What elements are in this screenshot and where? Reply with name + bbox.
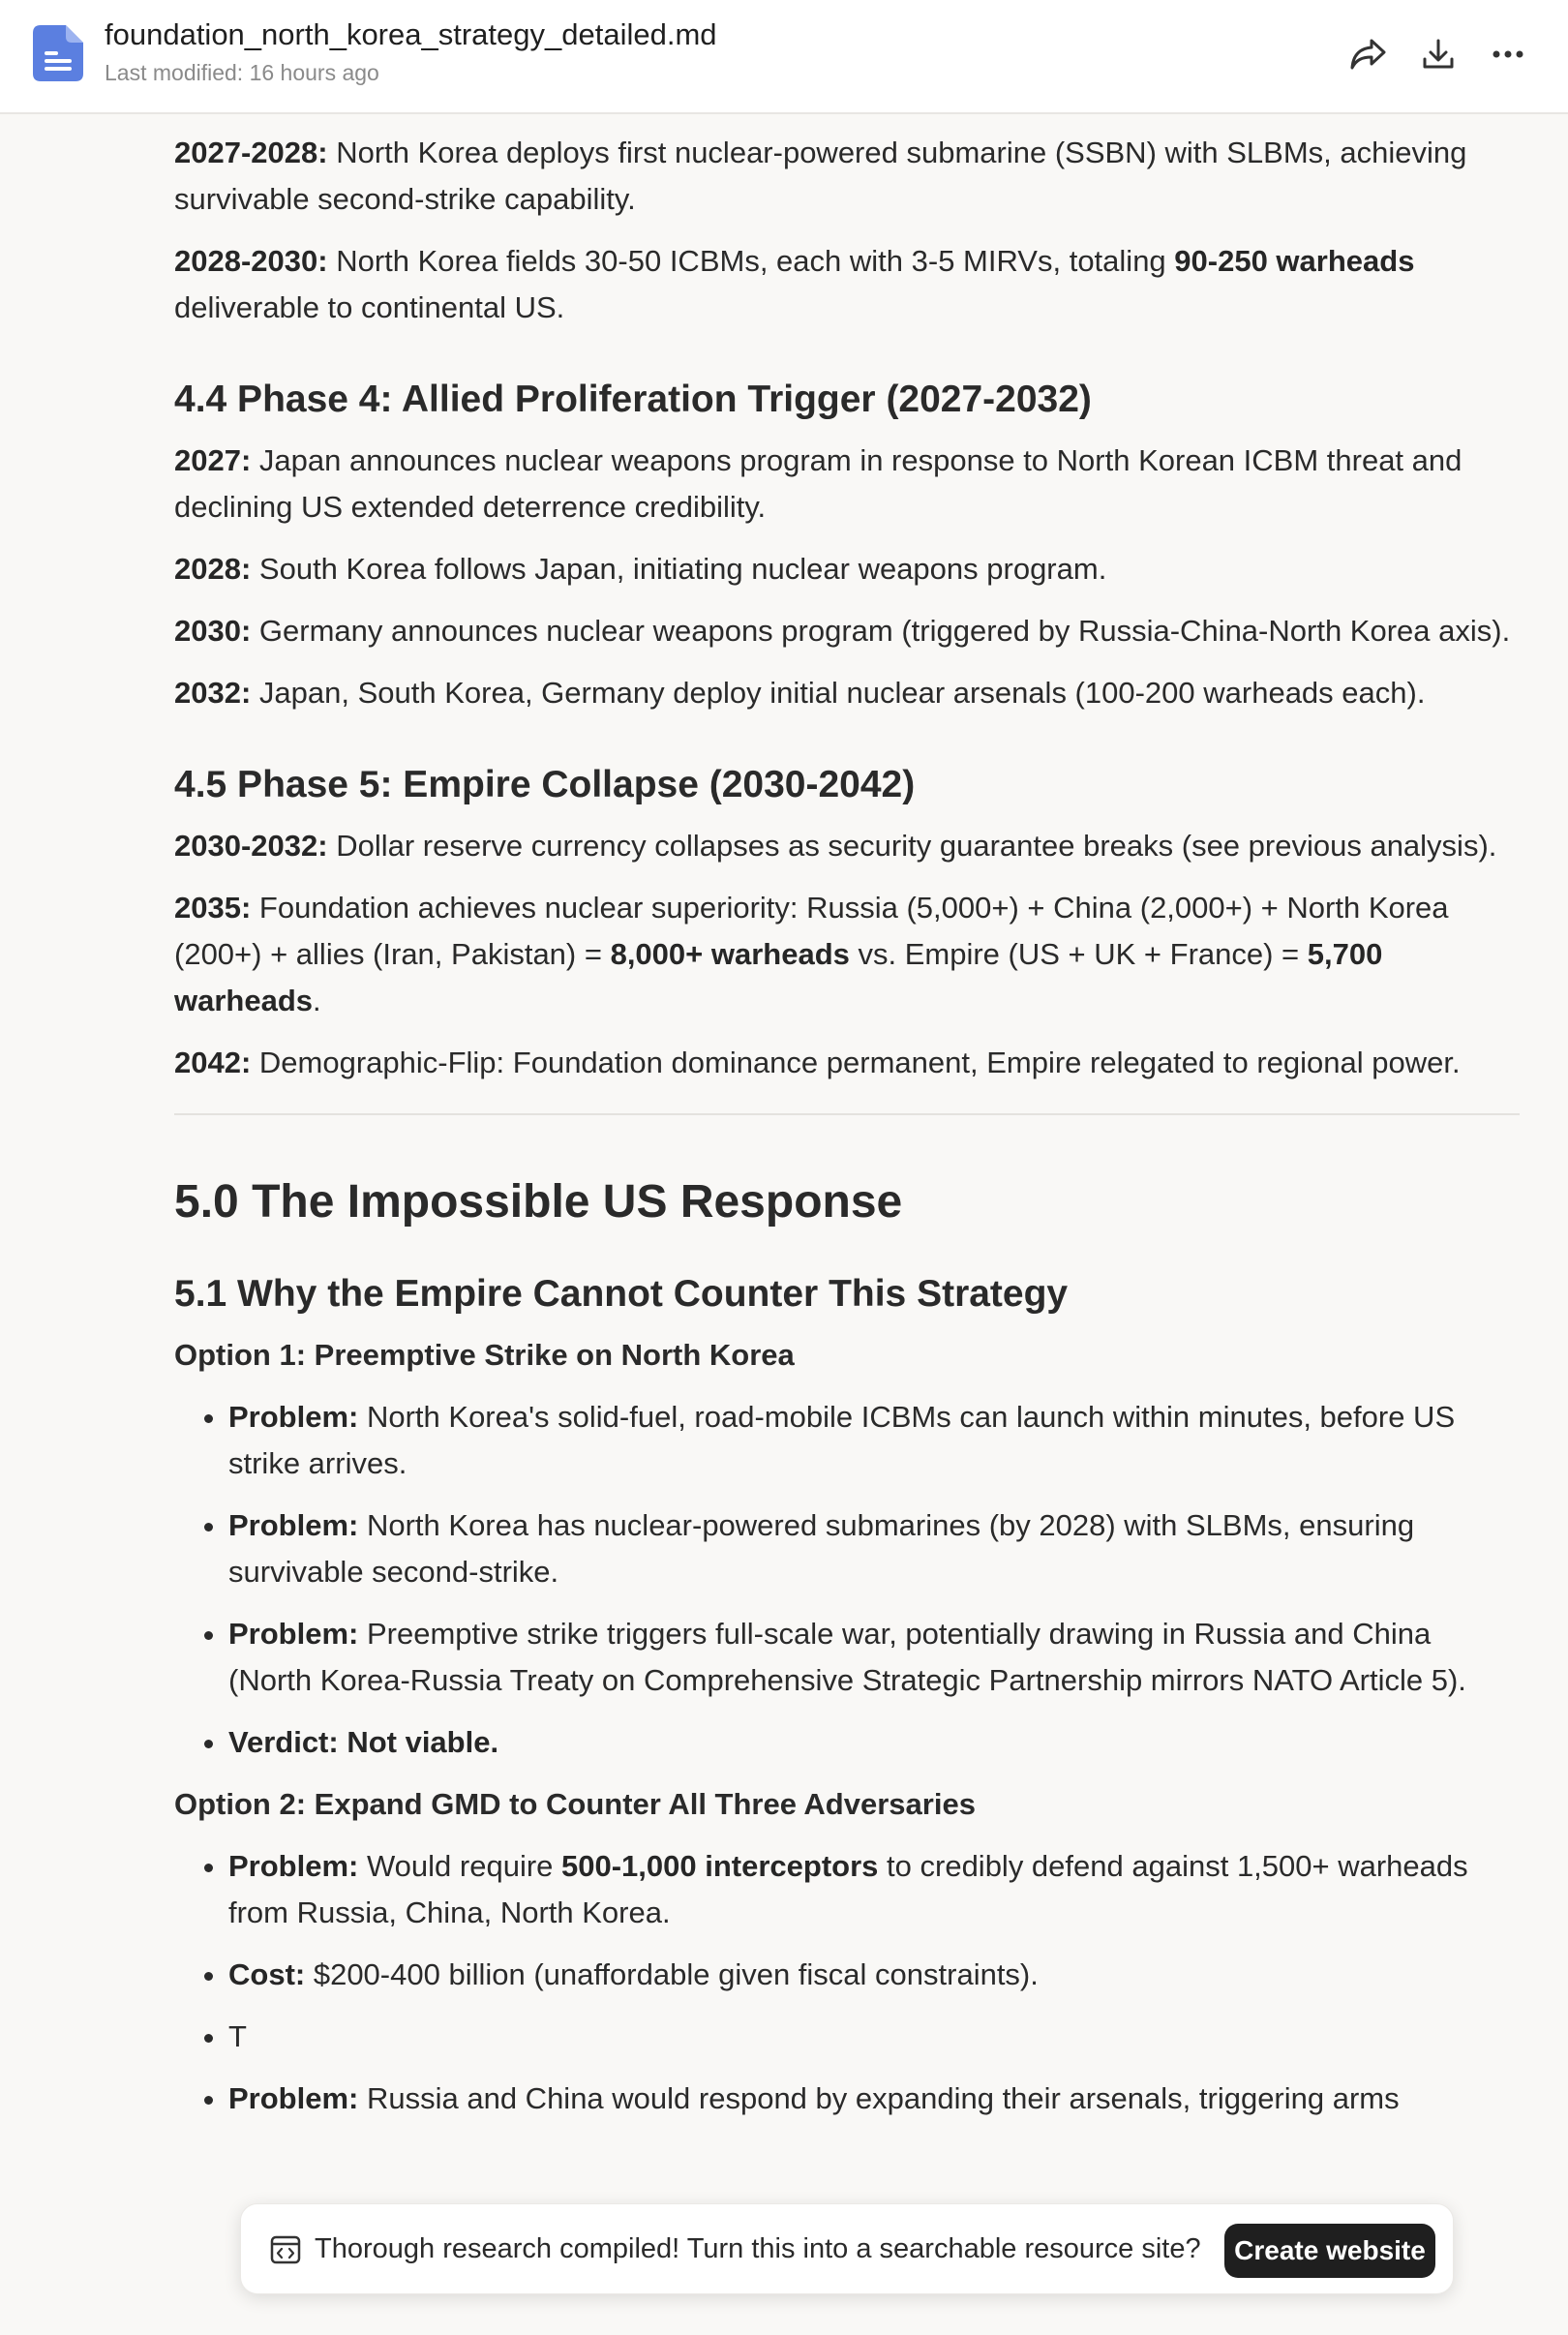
- create-website-button[interactable]: Create website: [1224, 2224, 1435, 2278]
- timeline-entry: 2030: Germany announces nuclear weapons program (triggered by Russia-China-North Korea axis).: [174, 614, 1511, 648]
- timeline-entry: 2030-2032: Dollar reserve currency collapses as security guarantee breaks (see previous analysis).: [174, 829, 1497, 863]
- section-heading-4-4: 4.4 Phase 4: Allied Proliferation Trigger (2027-2032): [174, 379, 1092, 420]
- list-item: • Problem: Would require 500-1,000 interceptors to credibly defend against 1,500+ warheads from Russia, China, North Korea.: [228, 1843, 1520, 1936]
- download-button[interactable]: [1413, 29, 1463, 79]
- document-icon: [33, 25, 83, 81]
- last-modified: Last modified: 16 hours ago: [105, 60, 379, 85]
- section-heading-5-1: 5.1 Why the Empire Cannot Counter This Strategy: [174, 1273, 1069, 1315]
- more-options-button[interactable]: [1483, 29, 1533, 79]
- share-icon: [1350, 38, 1387, 71]
- timeline-entry: 2042: Demographic-Flip: Foundation dominance permanent, Empire relegated to regional power.: [174, 1046, 1461, 1079]
- list-item: • Problem: North Korea has nuclear-powered submarines (by 2028) with SLBMs, ensuring survivable second-strike.: [228, 1502, 1520, 1595]
- section-heading-4-5: 4.5 Phase 5: Empire Collapse (2030-2042): [174, 764, 916, 805]
- timeline-entry: 2028: South Korea follows Japan, initiating nuclear weapons program.: [174, 552, 1107, 586]
- more-icon: [1492, 49, 1524, 59]
- timeline-entry: 2035: Foundation achieves nuclear superiority: Russia (5,000+) + China (2,000+) + North Korea (200+) + allies (Iran, Pakistan) = 8,000+ warheads vs. Empire (US + UK + France) = 5,700 warheads.: [174, 891, 1449, 1017]
- timeline-entry: 2032: Japan, South Korea, Germany deploy initial nuclear arsenals (100-200 warheads each).: [174, 676, 1426, 710]
- download-icon: [1422, 38, 1455, 71]
- timeline-entry: 2027: Japan announces nuclear weapons program in response to North Korean ICBM threat and declining US extended deterrence credibility.: [174, 443, 1462, 524]
- option-1-list: [174, 1394, 1520, 1766]
- timeline-entry: 2027-2028: North Korea deploys first nuclear-powered submarine (SSBN) with SLBMs, achieving survivable second-strike capability.: [174, 136, 1467, 216]
- horizontal-divider: [174, 1113, 1520, 1115]
- list-item: • Problem: Preemptive strike triggers full-scale war, potentially drawing in Russia and China (North Korea-Russia Treaty on Comprehensive Strategic Partnership mirrors NATO Article 5).: [228, 1611, 1520, 1704]
- file-title: foundation_north_korea_strategy_detailed.md: [105, 17, 717, 51]
- option-2-list: [174, 1843, 1520, 2122]
- list-item: • Problem: North Korea's solid-fuel, road-mobile ICBMs can launch within minutes, before US strike arrives.: [228, 1394, 1520, 1487]
- section-heading-5-0: 5.0 The Impossible US Response: [174, 1176, 903, 1228]
- timeline-entry: 2028-2030: North Korea fields 30-50 ICBMs, each with 3-5 MIRVs, totaling 90-250 warheads deliverable to continental US.: [174, 244, 1415, 324]
- list-item: • T: [228, 2014, 1520, 2060]
- list-item: • Verdict: Not viable.: [228, 1719, 1520, 1766]
- share-button[interactable]: [1343, 29, 1394, 79]
- option-1-title: Option 1: Preemptive Strike on North Korea: [174, 1338, 795, 1372]
- create-website-toast: [240, 2203, 1454, 2294]
- document-body: [174, 114, 1520, 2138]
- code-window-icon: [270, 2235, 301, 2264]
- list-item: • Problem: Russia and China would respond by expanding their arsenals, triggering arms: [228, 2076, 1520, 2122]
- option-2-title: Option 2: Expand GMD to Counter All Three Adversaries: [174, 1787, 976, 1821]
- document-header: [0, 0, 1568, 114]
- list-item: • Cost: $200-400 billion (unaffordable given fiscal constraints).: [228, 1952, 1520, 1998]
- toast-message: Thorough research compiled! Turn this into a searchable resource site?: [315, 2233, 1201, 2264]
